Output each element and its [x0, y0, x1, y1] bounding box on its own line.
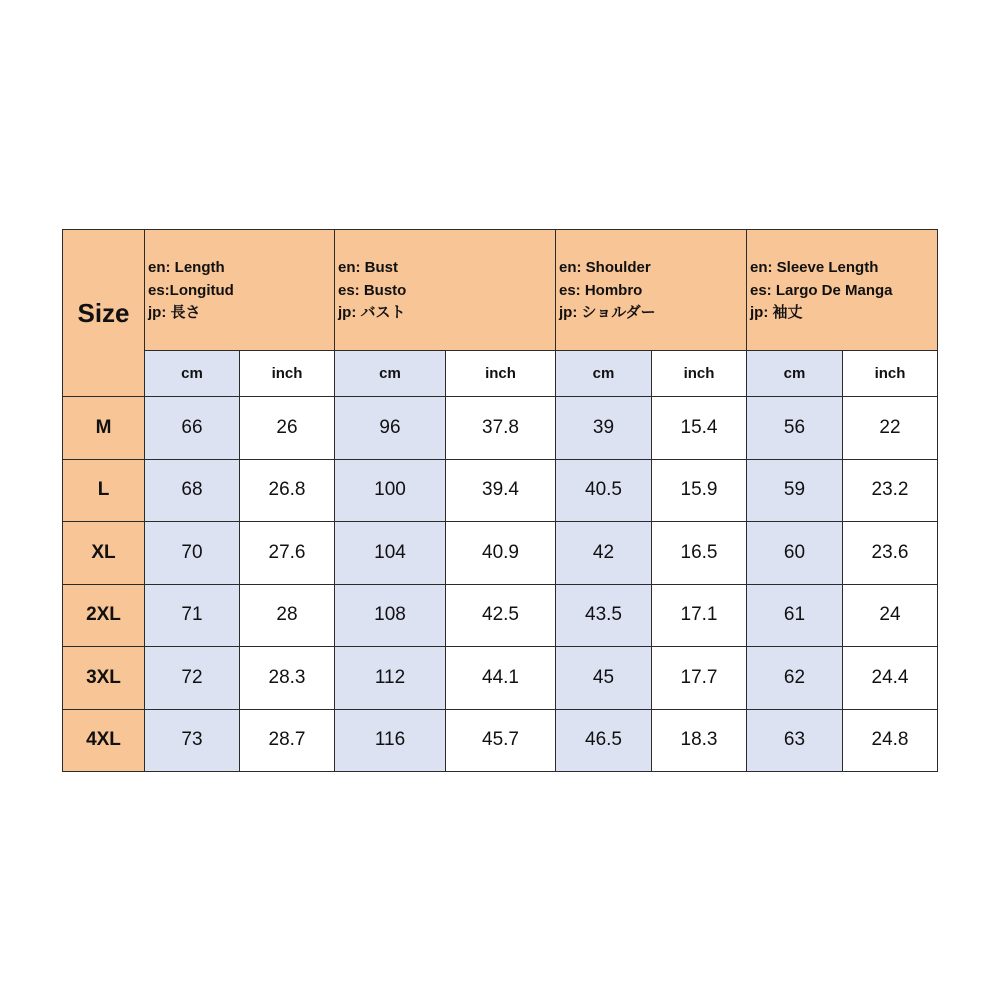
shoulder-inch-cell: 18.3: [652, 709, 747, 772]
unit-header-inch: inch: [652, 351, 747, 397]
shoulder-cm-cell: 42: [556, 522, 652, 585]
shoulder-inch-cell: 15.4: [652, 397, 747, 460]
length-inch-cell: 26.8: [240, 459, 335, 522]
length-cm-cell: 71: [145, 584, 240, 647]
bust-label-es: es: Busto: [338, 281, 407, 299]
sleeve-length-inch-cell: 23.6: [843, 522, 938, 585]
table-row: [63, 459, 938, 522]
shoulder-label-jp: jp: ショルダー: [559, 304, 656, 321]
sleeve-label-es: es: Largo De Manga: [750, 281, 893, 299]
bust-inch-cell: 44.1: [446, 647, 556, 710]
sleeve-length-cm-cell: 56: [747, 397, 843, 460]
unit-header-cm: cm: [335, 351, 446, 397]
size-label: XL: [63, 522, 145, 585]
size-chart-table: [62, 229, 938, 772]
unit-header-cm: cm: [145, 351, 240, 397]
shoulder-cm-cell: 45: [556, 647, 652, 710]
bust-cm-cell: 96: [335, 397, 446, 460]
bust-inch-cell: 42.5: [446, 584, 556, 647]
bust-inch-cell: 37.8: [446, 397, 556, 460]
sleeve-label-en: en: Sleeve Length: [750, 259, 879, 276]
shoulder-cm-cell: 46.5: [556, 709, 652, 772]
length-inch-cell: 26: [240, 397, 335, 460]
shoulder-cm-cell: 40.5: [556, 459, 652, 522]
unit-header-inch: inch: [843, 351, 938, 397]
bust-inch-cell: 40.9: [446, 522, 556, 585]
bust-label-en: en: Bust: [338, 259, 398, 276]
sleeve-length-cm-cell: 59: [747, 459, 843, 522]
bust-cm-cell: 112: [335, 647, 446, 710]
size-rows: [63, 397, 938, 772]
bust-cm-cell: 108: [335, 584, 446, 647]
sleeve-length-cm-cell: 61: [747, 584, 843, 647]
length-cm-cell: 73: [145, 709, 240, 772]
length-cm-cell: 70: [145, 522, 240, 585]
length-cm-cell: 72: [145, 647, 240, 710]
unit-header-inch: inch: [446, 351, 556, 397]
bust-inch-cell: 39.4: [446, 459, 556, 522]
length-inch-cell: 28.7: [240, 709, 335, 772]
header-row: [63, 230, 938, 351]
shoulder-label-es: es: Hombro: [559, 281, 643, 299]
length-label-es: es:Longitud: [148, 281, 234, 299]
sleeve-length-cm-cell: 63: [747, 709, 843, 772]
shoulder-header: [556, 230, 747, 351]
size-label: 2XL: [63, 584, 145, 647]
shoulder-inch-cell: 16.5: [652, 522, 747, 585]
size-header: Size: [63, 230, 145, 397]
sleeve-length-inch-cell: 22: [843, 397, 938, 460]
size-label: 4XL: [63, 709, 145, 772]
table-row: [63, 522, 938, 585]
length-cm-cell: 68: [145, 459, 240, 522]
bust-cm-cell: 104: [335, 522, 446, 585]
table-row: [63, 709, 938, 772]
shoulder-inch-cell: 17.7: [652, 647, 747, 710]
size-label: 3XL: [63, 647, 145, 710]
table-row: [63, 584, 938, 647]
length-label-jp: jp: 長さ: [148, 304, 201, 321]
size-label: M: [63, 397, 145, 460]
sleeve-length-inch-cell: 23.2: [843, 459, 938, 522]
bust-inch-cell: 45.7: [446, 709, 556, 772]
shoulder-inch-cell: 17.1: [652, 584, 747, 647]
table-row: [63, 647, 938, 710]
length-inch-cell: 28.3: [240, 647, 335, 710]
sleeve-length-cm-cell: 62: [747, 647, 843, 710]
shoulder-label-en: en: Shoulder: [559, 259, 651, 276]
bust-cm-cell: 116: [335, 709, 446, 772]
unit-row: [63, 351, 938, 397]
length-header: [145, 230, 335, 351]
bust-cm-cell: 100: [335, 459, 446, 522]
shoulder-inch-cell: 15.9: [652, 459, 747, 522]
unit-header-cm: cm: [556, 351, 652, 397]
bust-label-jp: jp: バスト: [338, 304, 406, 321]
sleeve-length-inch-cell: 24: [843, 584, 938, 647]
unit-header-cm: cm: [747, 351, 843, 397]
shoulder-cm-cell: 43.5: [556, 584, 652, 647]
length-inch-cell: 28: [240, 584, 335, 647]
size-label: L: [63, 459, 145, 522]
length-label-en: en: Length: [148, 259, 225, 276]
length-inch-cell: 27.6: [240, 522, 335, 585]
bust-header: [335, 230, 556, 351]
table-row: [63, 397, 938, 460]
unit-header-inch: inch: [240, 351, 335, 397]
sleeve-length-inch-cell: 24.4: [843, 647, 938, 710]
shoulder-cm-cell: 39: [556, 397, 652, 460]
sleeve-length-header: [747, 230, 938, 351]
sleeve-length-cm-cell: 60: [747, 522, 843, 585]
sleeve-label-jp: jp: 袖丈: [750, 304, 803, 321]
sleeve-length-inch-cell: 24.8: [843, 709, 938, 772]
length-cm-cell: 66: [145, 397, 240, 460]
